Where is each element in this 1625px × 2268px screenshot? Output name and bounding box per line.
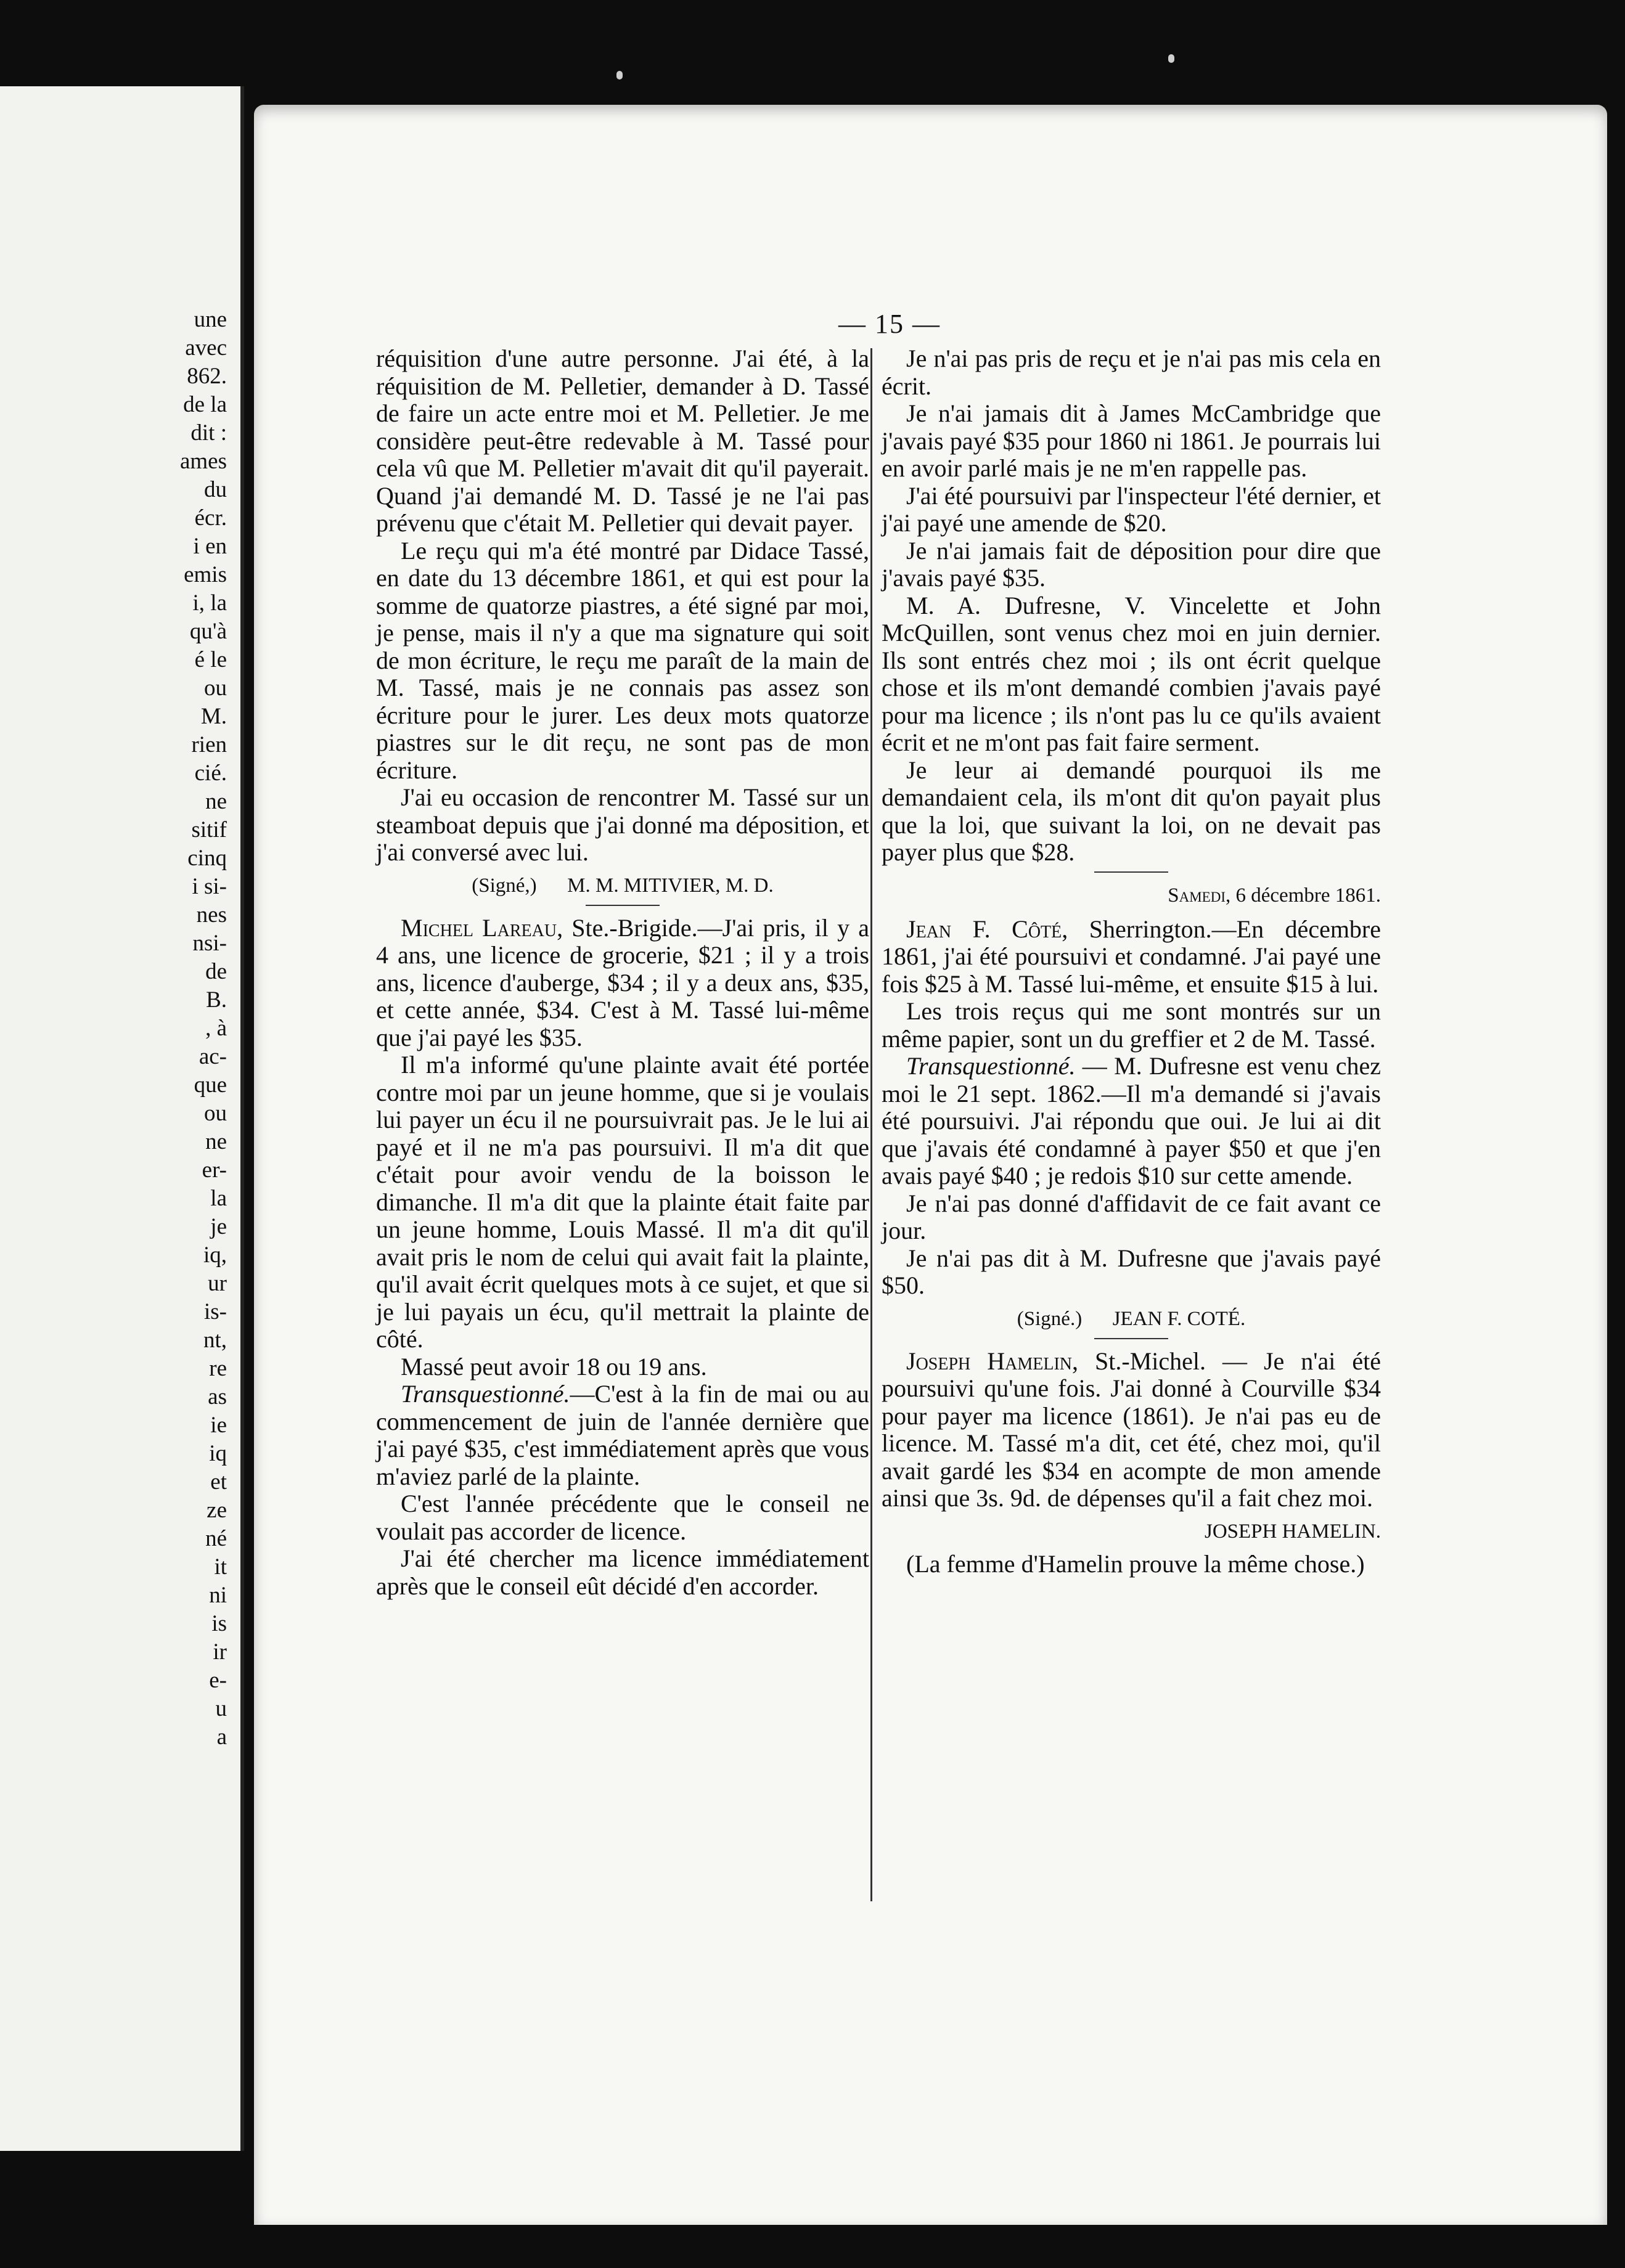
left-page-fragment: la	[210, 1186, 227, 1211]
adjacent-left-page	[0, 86, 244, 2151]
transquestion-label: Transquestionné.	[906, 1052, 1076, 1080]
left-page-fragment: ie	[210, 1413, 227, 1438]
witness-name: Jean F. Côté	[906, 915, 1062, 943]
left-page-fragment: nt,	[203, 1328, 227, 1353]
left-page-fragment: ur	[208, 1271, 227, 1296]
page-number: — 15 —	[838, 309, 941, 339]
paragraph: Le reçu qui m'a été montré par Didace Tassé, en date du 13 décembre 1861, et qui est pour la somme de quatorze piastres, a été signé par moi, je pense, mais il n'y a que ma signature qui soit de mon écriture, le reçu me paraît de la main de M. Tassé, mais je ne connais pas assez son écriture pour le jurer. Les deux mots quatorze piastres sur le dit reçu, ne sont pas de mon écriture.	[376, 536, 869, 784]
paragraph: M. A. Dufresne, V. Vincelette et John McQuillen, sont venus chez moi en juin dernier. Ils sont entrés chez moi ; ils ont écrit quelque chose et ils m'ont demandé combien j'avais payé pour ma licence ; ils n'ont pas lu ce qu'ils avaient écrit et ne m'ont pas fait faire serment.	[882, 591, 1381, 756]
left-page-fragment: u	[215, 1696, 227, 1721]
scan-speck	[1168, 54, 1174, 63]
left-page-fragment: it	[214, 1554, 227, 1580]
left-page-fragment: ames	[179, 449, 227, 474]
paragraph: Je n'ai pas pris de reçu et je n'ai pas mis cela en écrit.	[882, 345, 1381, 400]
left-page-fragment: et	[210, 1469, 227, 1495]
left-page-fragment: iq	[209, 1441, 227, 1466]
left-column	[376, 345, 869, 1600]
column-divider	[870, 348, 872, 1901]
left-page-fragment: ne	[205, 1129, 227, 1154]
left-page-fragment: iq,	[203, 1242, 227, 1268]
left-page-fragment: cinq	[187, 846, 227, 871]
witness-text: , Ste.-Brigide.—J'ai pris, il y a 4 ans, une licence de grocerie, $21 ; il y a trois ans, licence d'auberge, $34 ; il y a deux ans, $35, et cette année, $34. C'est à M. Tassé lui-même que j'ai payé les $35.	[376, 913, 869, 1051]
left-page-fragment: que	[194, 1072, 227, 1098]
session-date	[882, 881, 1381, 910]
transquestion-text: — M. Dufresne est venu chez moi le 21 sept. 1862.—Il m'a demandé si j'avais été poursuivi. J'ai répondu que oui. Je lui ai dit que j'avais été condamné à payer $50 et que j'en avais payé $40 ; je redois $10 sur cette amende.	[882, 1052, 1381, 1189]
left-page-fragment: je	[210, 1214, 227, 1239]
left-page-fragment: cié.	[194, 761, 227, 786]
left-page-fragment: 862.	[187, 364, 227, 389]
paragraph: J'ai eu occasion de rencontrer M. Tassé sur un steamboat depuis que j'ai donné ma déposition, et j'ai conversé avec lui.	[376, 783, 869, 866]
left-page-fragment: ze	[207, 1498, 227, 1523]
transquestion-label: Transquestionné.	[401, 1380, 570, 1408]
witness-name: Joseph Hamelin	[906, 1347, 1073, 1375]
left-page-fragment: a	[216, 1724, 227, 1750]
left-page-fragment: nsi-	[192, 931, 227, 956]
date-day: Samedi	[1168, 884, 1226, 907]
left-page-fragment: avec	[185, 335, 227, 361]
paragraph: réquisition d'une autre personne. J'ai été, à la réquisition de M. Pelletier, demander à D. Tassé de faire un acte entre moi et M. Pelletier. Je me considère peut-être redevable à M. Tassé pour cela vû que M. Pelletier m'avait dit qu'il payerait. Quand j'ai demandé M. D. Tassé je ne l'ai pas prévenu que c'était M. Pelletier qui devait payer.	[376, 345, 869, 537]
paragraph: Je n'ai jamais dit à James McCambridge que j'avais payé $35 pour 1860 ni 1861. Je pourrais lui en avoir parlé mais je ne m'en rappelle pas.	[882, 399, 1381, 482]
left-page-fragment: dit :	[190, 420, 227, 446]
right-column	[882, 345, 1381, 1578]
left-page-fragment: B.	[206, 987, 227, 1013]
paragraph: Je n'ai pas donné d'affidavit de ce fait avant ce jour.	[882, 1189, 1381, 1244]
left-page-fragment: i en	[193, 534, 227, 559]
left-page-fragment: i, la	[192, 590, 227, 616]
signature-label: (Signé.)	[1017, 1307, 1083, 1330]
left-page-fragment: de	[205, 959, 227, 984]
paragraph: Je n'ai jamais fait de déposition pour dire que j'avais payé $35.	[882, 536, 1381, 592]
witness-text: , Sherrington.—En décembre 1861, j'ai été poursuivi et condamné. J'ai payé une fois $25 à M. Tassé lui-même, et ensuite $15 à lui.	[882, 915, 1381, 998]
paragraph: (La femme d'Hamelin prouve la même chose.)	[906, 1549, 1365, 1578]
paragraph: Massé peut avoir 18 ou 19 ans.	[401, 1352, 707, 1381]
signature-label: (Signé,)	[472, 874, 537, 897]
separator-rule	[1094, 871, 1168, 873]
left-page-fragment: M.	[200, 704, 227, 729]
left-page-fragment: er-	[202, 1157, 227, 1183]
paragraph-transquestion	[376, 1381, 869, 1490]
paragraph-transquestion	[882, 1053, 1381, 1190]
paragraph-hamelin	[882, 1348, 1381, 1512]
signature-hamelin: JOSEPH HAMELIN.	[1204, 1520, 1381, 1543]
separator-rule	[586, 905, 660, 906]
signature-name: JEAN F. COTÉ.	[1112, 1307, 1246, 1330]
left-page-fragment: rien	[191, 732, 227, 757]
left-page-fragment: qu'à	[189, 619, 227, 644]
left-page-fragment: une	[194, 307, 227, 332]
paragraph: C'est l'année précédente que le conseil ne voulait pas accorder de licence.	[376, 1490, 869, 1545]
witness-name: Michel Lareau	[401, 913, 557, 942]
left-page-fragment: ac-	[199, 1044, 227, 1069]
left-page-fragment: du	[204, 477, 227, 502]
scan-speck	[616, 71, 623, 80]
left-page-fragment: ou	[204, 1101, 227, 1126]
paragraph: Les trois reçus qui me sont montrés sur un même papier, sont un du greffier et 2 de M. Tassé.	[882, 997, 1381, 1053]
separator-rule	[1094, 1338, 1168, 1339]
witness-text: , St.-Michel. — Je n'ai été poursuivi qu'une fois. J'ai donné à Courville $34 pour payer ma licence (1861). Je n'ai pas eu de licence. M. Tassé m'a dit, cet été, chez moi, qu'il avait gardé les $34 en acompte de mon amende ainsi que 3s. 9d. de dépenses qu'il a fait chez moi.	[882, 1347, 1381, 1512]
left-page-fragment: , à	[205, 1016, 227, 1041]
left-page-fragment: is-	[204, 1299, 227, 1324]
signature-cote	[882, 1306, 1381, 1332]
paragraph: J'ai été chercher ma licence immédiatement après que le conseil eût décidé d'en accorder.	[376, 1544, 869, 1600]
left-page-fragment: sitif	[191, 817, 227, 842]
signature-name: M. M. MITIVIER, M. D.	[567, 874, 774, 897]
paragraph-cote	[882, 916, 1381, 998]
left-page-fragment: ir	[213, 1639, 227, 1665]
left-page-fragment: is	[211, 1611, 227, 1636]
paragraph: Je n'ai pas dit à M. Dufresne que j'avais payé $50.	[882, 1244, 1381, 1299]
paragraph: Je leur ai demandé pourquoi ils me demandaient cela, ils m'ont dit qu'on payait plus que la loi, que suivant la loi, on ne devait pas payer plus que $28.	[882, 756, 1381, 866]
left-page-fragment: écr.	[194, 505, 227, 531]
left-page-fragment: re	[209, 1356, 227, 1381]
left-page-fragment: né	[205, 1526, 227, 1551]
paragraph: J'ai été poursuivi par l'inspecteur l'été dernier, et j'ai payé une amende de $20.	[882, 481, 1381, 537]
date-text: , 6 décembre 1861.	[1226, 884, 1381, 907]
left-page-fragment: de la	[183, 392, 227, 417]
transquestion-text: —C'est à la fin de mai ou au commencement de juin de l'année dernière que j'ai payé $35, c'est immédiatement après que vous m'aviez parlé de la plainte.	[376, 1380, 869, 1490]
left-page-fragment: as	[208, 1384, 227, 1409]
paragraph: Il m'a informé qu'une plainte avait été portée contre moi par un jeune homme, que si je voulais lui payer un écu il ne poursuivrait pas. Je le lui ai payé et il ne m'a pas poursuivi. Il m'a dit que c'était pour avoir vendu de la boisson le dimanche. Il m'a dit que la plainte était faite par un jeune homme, Louis Massé. Il m'a dit qu'il avait pris le nom de celui qui avait fait la plainte, qu'il avait écrit quelques mots à ce sujet, et que si je lui payais un écu, qu'il mettrait la plainte de côté.	[376, 1051, 869, 1353]
left-page-fragment: ou	[204, 675, 227, 701]
left-page-fragment: i si-	[192, 874, 227, 899]
left-page-fragment: ne	[205, 789, 227, 814]
left-page-fragment: ni	[209, 1583, 227, 1608]
left-page-fragment: é le	[194, 647, 227, 672]
signature-mitivier	[376, 873, 869, 899]
left-page-fragment: e-	[209, 1668, 227, 1693]
left-page-fragment: nes	[196, 902, 227, 928]
paragraph-lareau	[376, 915, 869, 1052]
left-page-fragment: emis	[184, 562, 227, 587]
